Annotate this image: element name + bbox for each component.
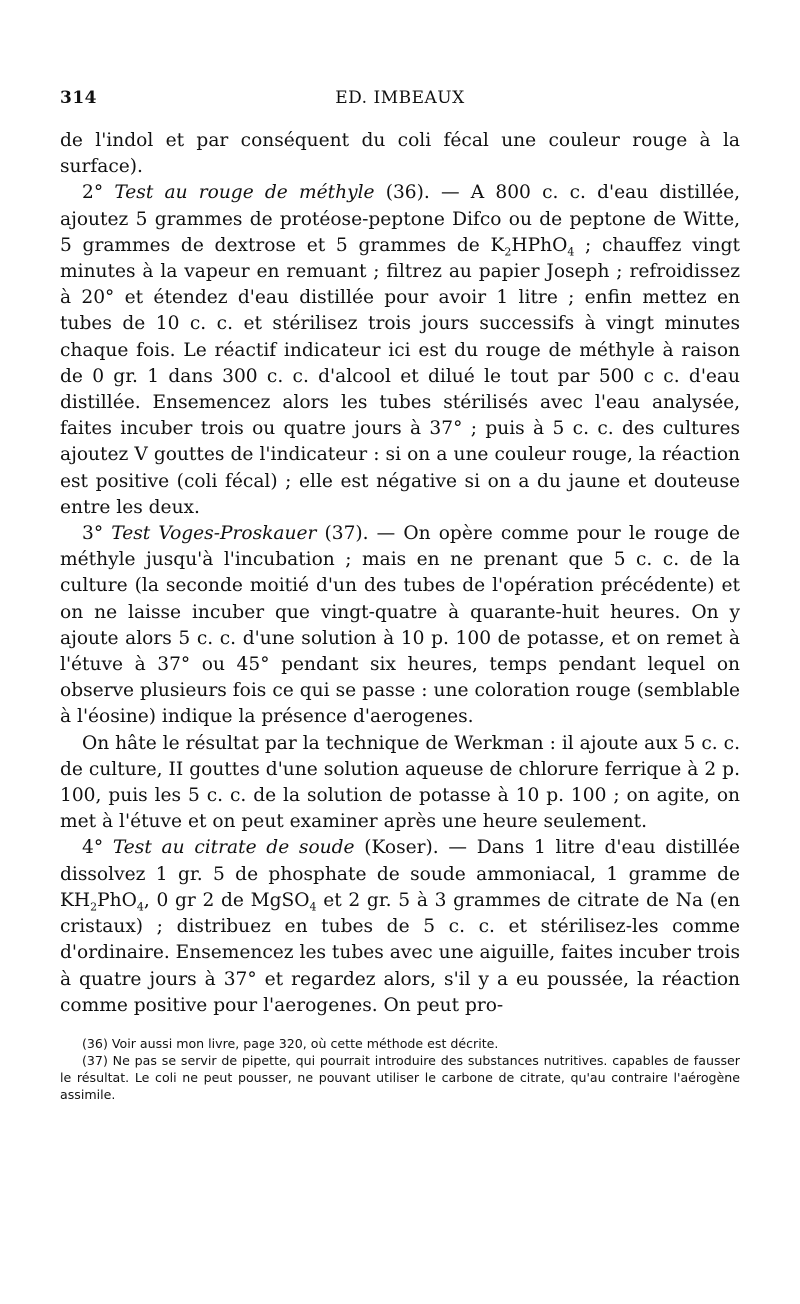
paragraph-test-citrate: 4° Test au citrate de soude (Koser). — Dans 1 litre d'eau distillée dissolvez 1 gr. 5 de phosphate de soude ammoniacal, 1 gramme de $KH_2PhO_4$, 0 gr 2 de MgSO$_4$ et 2 gr. 5 à 3 grammes de citrate de Na (en cristaux) ; distribuez en tubes de 5 c. c. et stérilisez-les comme d'ordinaire. Ensemencez les tubes avec une aiguille, faites incuber trois à quatre jours à 37° et regardez alors, s'il y a eu poussée, la réaction comme positive pour l'aerogenes. On peut pro-	[60, 837, 740, 1016]
section-title: Test au rouge de méthyle	[114, 182, 375, 204]
running-head: ED. IMBEAUX	[335, 88, 465, 108]
document-page	[60, 88, 740, 1103]
footnote-37: (37) Ne pas se servir de pipette, qui pourrait introduire des substances nutritives. capables de fausser le résultat. Le coli ne peut pousser, ne pouvant utiliser le carbone de citrate, qu'au contraire l'aérogène assimile.	[60, 1052, 740, 1102]
paragraph-test-voges-proskauer: 3° Test Voges-Proskauer (37). — On opère comme pour le rouge de méthyle jusqu'à l'incubation ; mais en ne prenant que 5 c. c. de la culture (la seconde moitié d'un des tubes de l'opération précédente) et on ne laisse incuber que vingt-quatre à quarante-huit heures. On y ajoute alors 5 c. c. d'une solution à 10 p. 100 de potasse, et on remet à l'étuve à 37° ou 45° pendant six heures, temps pendant lequel on observe plusieurs fois ce qui se passe : une coloration rouge (semblable à l'éosine) indique la présence d'aerogenes.	[60, 523, 740, 728]
section-title: Test Voges-Proskauer	[111, 523, 317, 545]
paragraph-continuation: de l'indol et par conséquent du coli fécal une couleur rouge à la surface).	[60, 130, 740, 178]
page-header	[60, 88, 740, 118]
footnote-36: (36) Voir aussi mon livre, page 320, où cette méthode est décrite.	[82, 1035, 499, 1051]
page-number: 314	[60, 88, 97, 108]
paragraph-test-methyl-red: 2° Test au rouge de méthyle (36). — A 800 c. c. d'eau distillée, ajoutez 5 grammes de protéose-peptone Difco ou de peptone de Witte, 5 grammes de dextrose et 5 grammes de $K_2HPhO_4$ ; chauffez vingt minutes à la vapeur en remuant ; filtrez au papier Joseph ; refroidissez à 20° et étendez d'eau distillée pour avoir 1 litre ; enfin mettez en tubes de 10 c. c. et stérilisez trois jours successifs à vingt minutes chaque fois. Le réactif indicateur ici est du rouge de méthyle à raison de 0 gr. 1 dans 300 c. c. d'alcool et dilué le tout par 500 c c. d'eau distillée. Ensemencez alors les tubes stérilisés avec l'eau analysée, faites incuber trois ou quatre jours à 37° ; puis à 5 c. c. des cultures ajoutez V gouttes de l'indicateur : si on a une couleur rouge, la réaction est positive (coli fécal) ; elle est négative si on a du jaune et douteuse entre les deux.	[60, 182, 740, 518]
section-title: Test au citrate de soude	[112, 837, 355, 859]
footnotes	[60, 1035, 740, 1103]
paragraph-werkman: On hâte le résultat par la technique de Werkman : il ajoute aux 5 c. c. de culture, II gouttes d'une solution aqueuse de chlorure ferrique à 2 p. 100, puis les 5 c. c. de la solution de potasse à 10 p. 100 ; on agite, on met à l'étuve et on peut examiner après une heure seulement.	[60, 732, 740, 833]
body-text	[60, 128, 740, 1019]
